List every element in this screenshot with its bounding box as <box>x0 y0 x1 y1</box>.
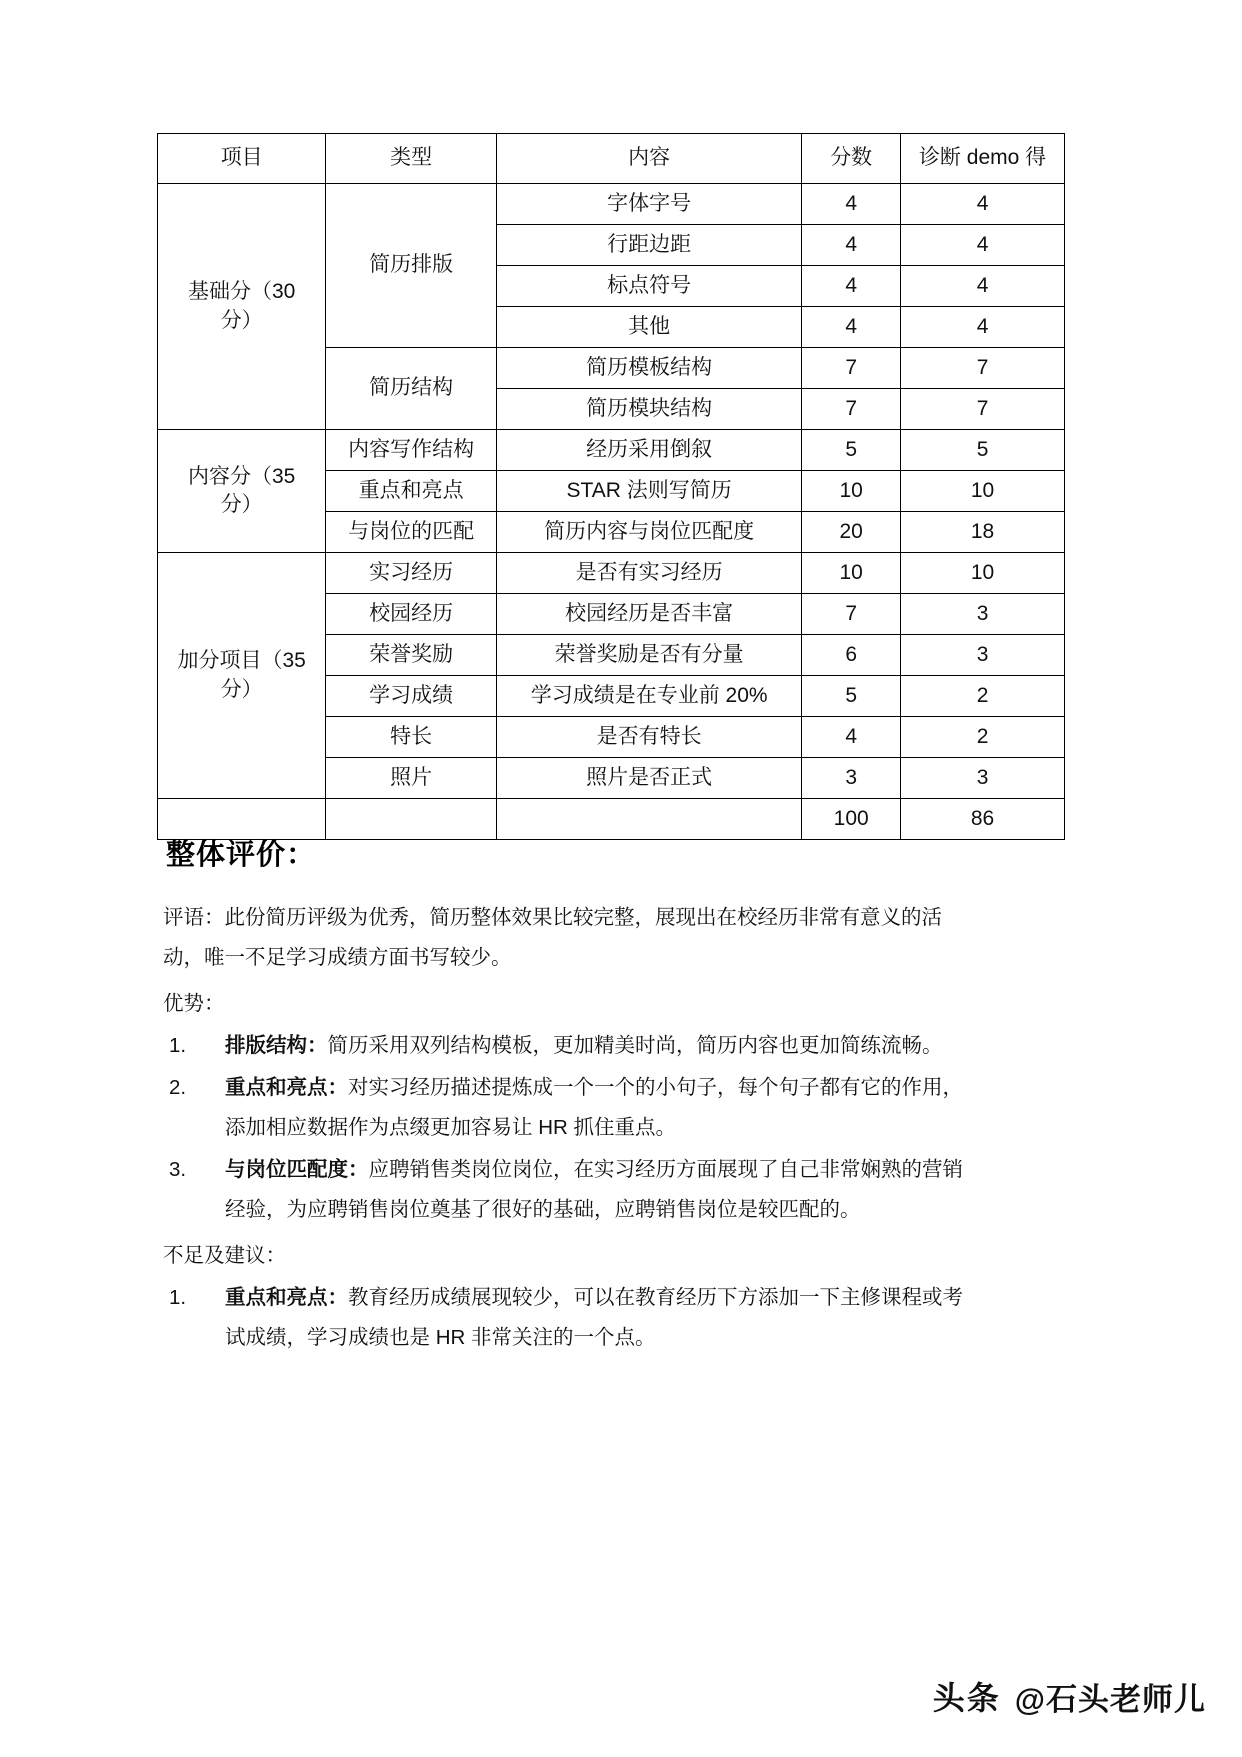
list-item-text: 教育经历成绩展现较少，可以在教育经历下方添加一下主修课程或考试成绩，学习成绩也是 HR 非常关注的一个点。 <box>225 1286 963 1349</box>
content-cell: 简历内容与岗位匹配度 <box>496 512 801 553</box>
watermark <box>933 1673 1206 1719</box>
col-header-item: 项目 <box>158 134 326 184</box>
list-item-text: 对实习经历描述提炼成一个一个的小句子，每个句子都有它的作用，添加相应数据作为点缀更加容易让 HR 抓住重点。 <box>225 1076 963 1139</box>
content-cell: STAR 法则写简历 <box>496 471 801 512</box>
content-cell: 是否有特长 <box>496 717 801 758</box>
list-item <box>163 1026 963 1066</box>
type-label-writing: 内容写作结构 <box>326 430 497 471</box>
score-cell: 7 <box>802 389 901 430</box>
score-cell: 4 <box>802 717 901 758</box>
table-header-row <box>158 134 1065 184</box>
list-item-text: 简历采用双列结构模板，更加精美时尚，简历内容也更加简练流畅。 <box>327 1034 943 1057</box>
score-cell: 4 <box>802 225 901 266</box>
table-row <box>158 430 1065 471</box>
table-row <box>158 553 1065 594</box>
type-label-honors: 荣誉奖励 <box>326 635 497 676</box>
page-title: 整体评价： <box>166 839 317 871</box>
demo-cell: 2 <box>901 717 1065 758</box>
demo-cell: 7 <box>901 348 1065 389</box>
rubric-table-container <box>157 133 1065 840</box>
score-cell: 7 <box>802 594 901 635</box>
col-header-content: 内容 <box>496 134 801 184</box>
content-cell: 其他 <box>496 307 801 348</box>
demo-cell: 2 <box>901 676 1065 717</box>
demo-cell: 5 <box>901 430 1065 471</box>
list-item-lead: 重点和亮点： <box>225 1076 348 1099</box>
content-cell: 简历模板结构 <box>496 348 801 389</box>
list-item-lead: 排版结构： <box>225 1034 328 1057</box>
demo-cell: 3 <box>901 635 1065 676</box>
demo-cell: 3 <box>901 758 1065 799</box>
score-cell: 10 <box>802 553 901 594</box>
demo-cell: 4 <box>901 184 1065 225</box>
content-cell: 是否有实习经历 <box>496 553 801 594</box>
score-cell: 4 <box>802 266 901 307</box>
type-label-campus: 校园经历 <box>326 594 497 635</box>
watermark-author: @石头老师儿 <box>1014 1681 1206 1717</box>
content-cell: 简历模块结构 <box>496 389 801 430</box>
resume-score-table <box>157 133 1065 840</box>
content-cell: 荣誉奖励是否有分量 <box>496 635 801 676</box>
type-label-layout: 简历排版 <box>326 184 497 348</box>
list-item <box>163 1278 963 1358</box>
type-label-specialty: 特长 <box>326 717 497 758</box>
table-body <box>158 184 1065 840</box>
demo-cell: 4 <box>901 225 1065 266</box>
total-content-cell <box>496 799 801 840</box>
type-label-job-match: 与岗位的匹配 <box>326 512 497 553</box>
demo-cell: 10 <box>901 553 1065 594</box>
comment-paragraph <box>163 898 963 978</box>
demo-cell: 7 <box>901 389 1065 430</box>
col-header-score: 分数 <box>802 134 901 184</box>
demo-cell: 18 <box>901 512 1065 553</box>
content-cell: 校园经历是否丰富 <box>496 594 801 635</box>
total-score-cell: 100 <box>802 799 901 840</box>
type-label-structure: 简历结构 <box>326 348 497 430</box>
weakness-heading: 不足及建议： <box>163 1244 286 1267</box>
list-item-lead: 与岗位匹配度： <box>225 1158 369 1181</box>
content-cell: 行距边距 <box>496 225 801 266</box>
strengths-list <box>163 1026 963 1230</box>
group-label-bonus: 加分项目（35 分） <box>158 553 326 799</box>
group-label-basic: 基础分（30 分） <box>158 184 326 430</box>
total-type-cell <box>326 799 497 840</box>
strengths-heading: 优势： <box>163 992 225 1015</box>
score-cell: 5 <box>802 676 901 717</box>
list-item-text: 应聘销售类岗位岗位，在实习经历方面展现了自己非常娴熟的营销经验，为应聘销售岗位奠基了很好的基础，应聘销售岗位是较匹配的。 <box>225 1158 963 1221</box>
list-item <box>163 1068 963 1148</box>
content-cell: 照片是否正式 <box>496 758 801 799</box>
content-cell: 标点符号 <box>496 266 801 307</box>
score-cell: 4 <box>802 184 901 225</box>
content-cell: 字体字号 <box>496 184 801 225</box>
demo-cell: 3 <box>901 594 1065 635</box>
total-demo-cell: 86 <box>901 799 1065 840</box>
table-row <box>158 184 1065 225</box>
content-cell: 学习成绩是在专业前 20% <box>496 676 801 717</box>
type-label-photo: 照片 <box>326 758 497 799</box>
score-cell: 6 <box>802 635 901 676</box>
score-cell: 4 <box>802 307 901 348</box>
evaluation-body <box>163 898 963 1362</box>
toutiao-logo-icon: 头条 <box>932 1680 1001 1716</box>
type-label-highlights: 重点和亮点 <box>326 471 497 512</box>
score-cell: 20 <box>802 512 901 553</box>
comment-text: 此份简历评级为优秀，简历整体效果比较完整，展现出在校经历非常有意义的活动，唯一不足学习成绩方面书写较少。 <box>163 906 942 969</box>
score-cell: 5 <box>802 430 901 471</box>
list-item-lead: 重点和亮点： <box>225 1286 348 1309</box>
demo-cell: 4 <box>901 266 1065 307</box>
list-item <box>163 1150 963 1230</box>
score-cell: 3 <box>802 758 901 799</box>
score-cell: 7 <box>802 348 901 389</box>
demo-cell: 4 <box>901 307 1065 348</box>
content-cell: 经历采用倒叙 <box>496 430 801 471</box>
comment-label: 评语： <box>163 906 225 929</box>
group-label-content: 内容分（35 分） <box>158 430 326 553</box>
demo-cell: 10 <box>901 471 1065 512</box>
col-header-type: 类型 <box>326 134 497 184</box>
table-header <box>158 134 1065 184</box>
score-cell: 10 <box>802 471 901 512</box>
type-label-internship: 实习经历 <box>326 553 497 594</box>
weakness-list <box>163 1278 963 1358</box>
col-header-demo: 诊断 demo 得 <box>901 134 1065 184</box>
type-label-grades: 学习成绩 <box>326 676 497 717</box>
